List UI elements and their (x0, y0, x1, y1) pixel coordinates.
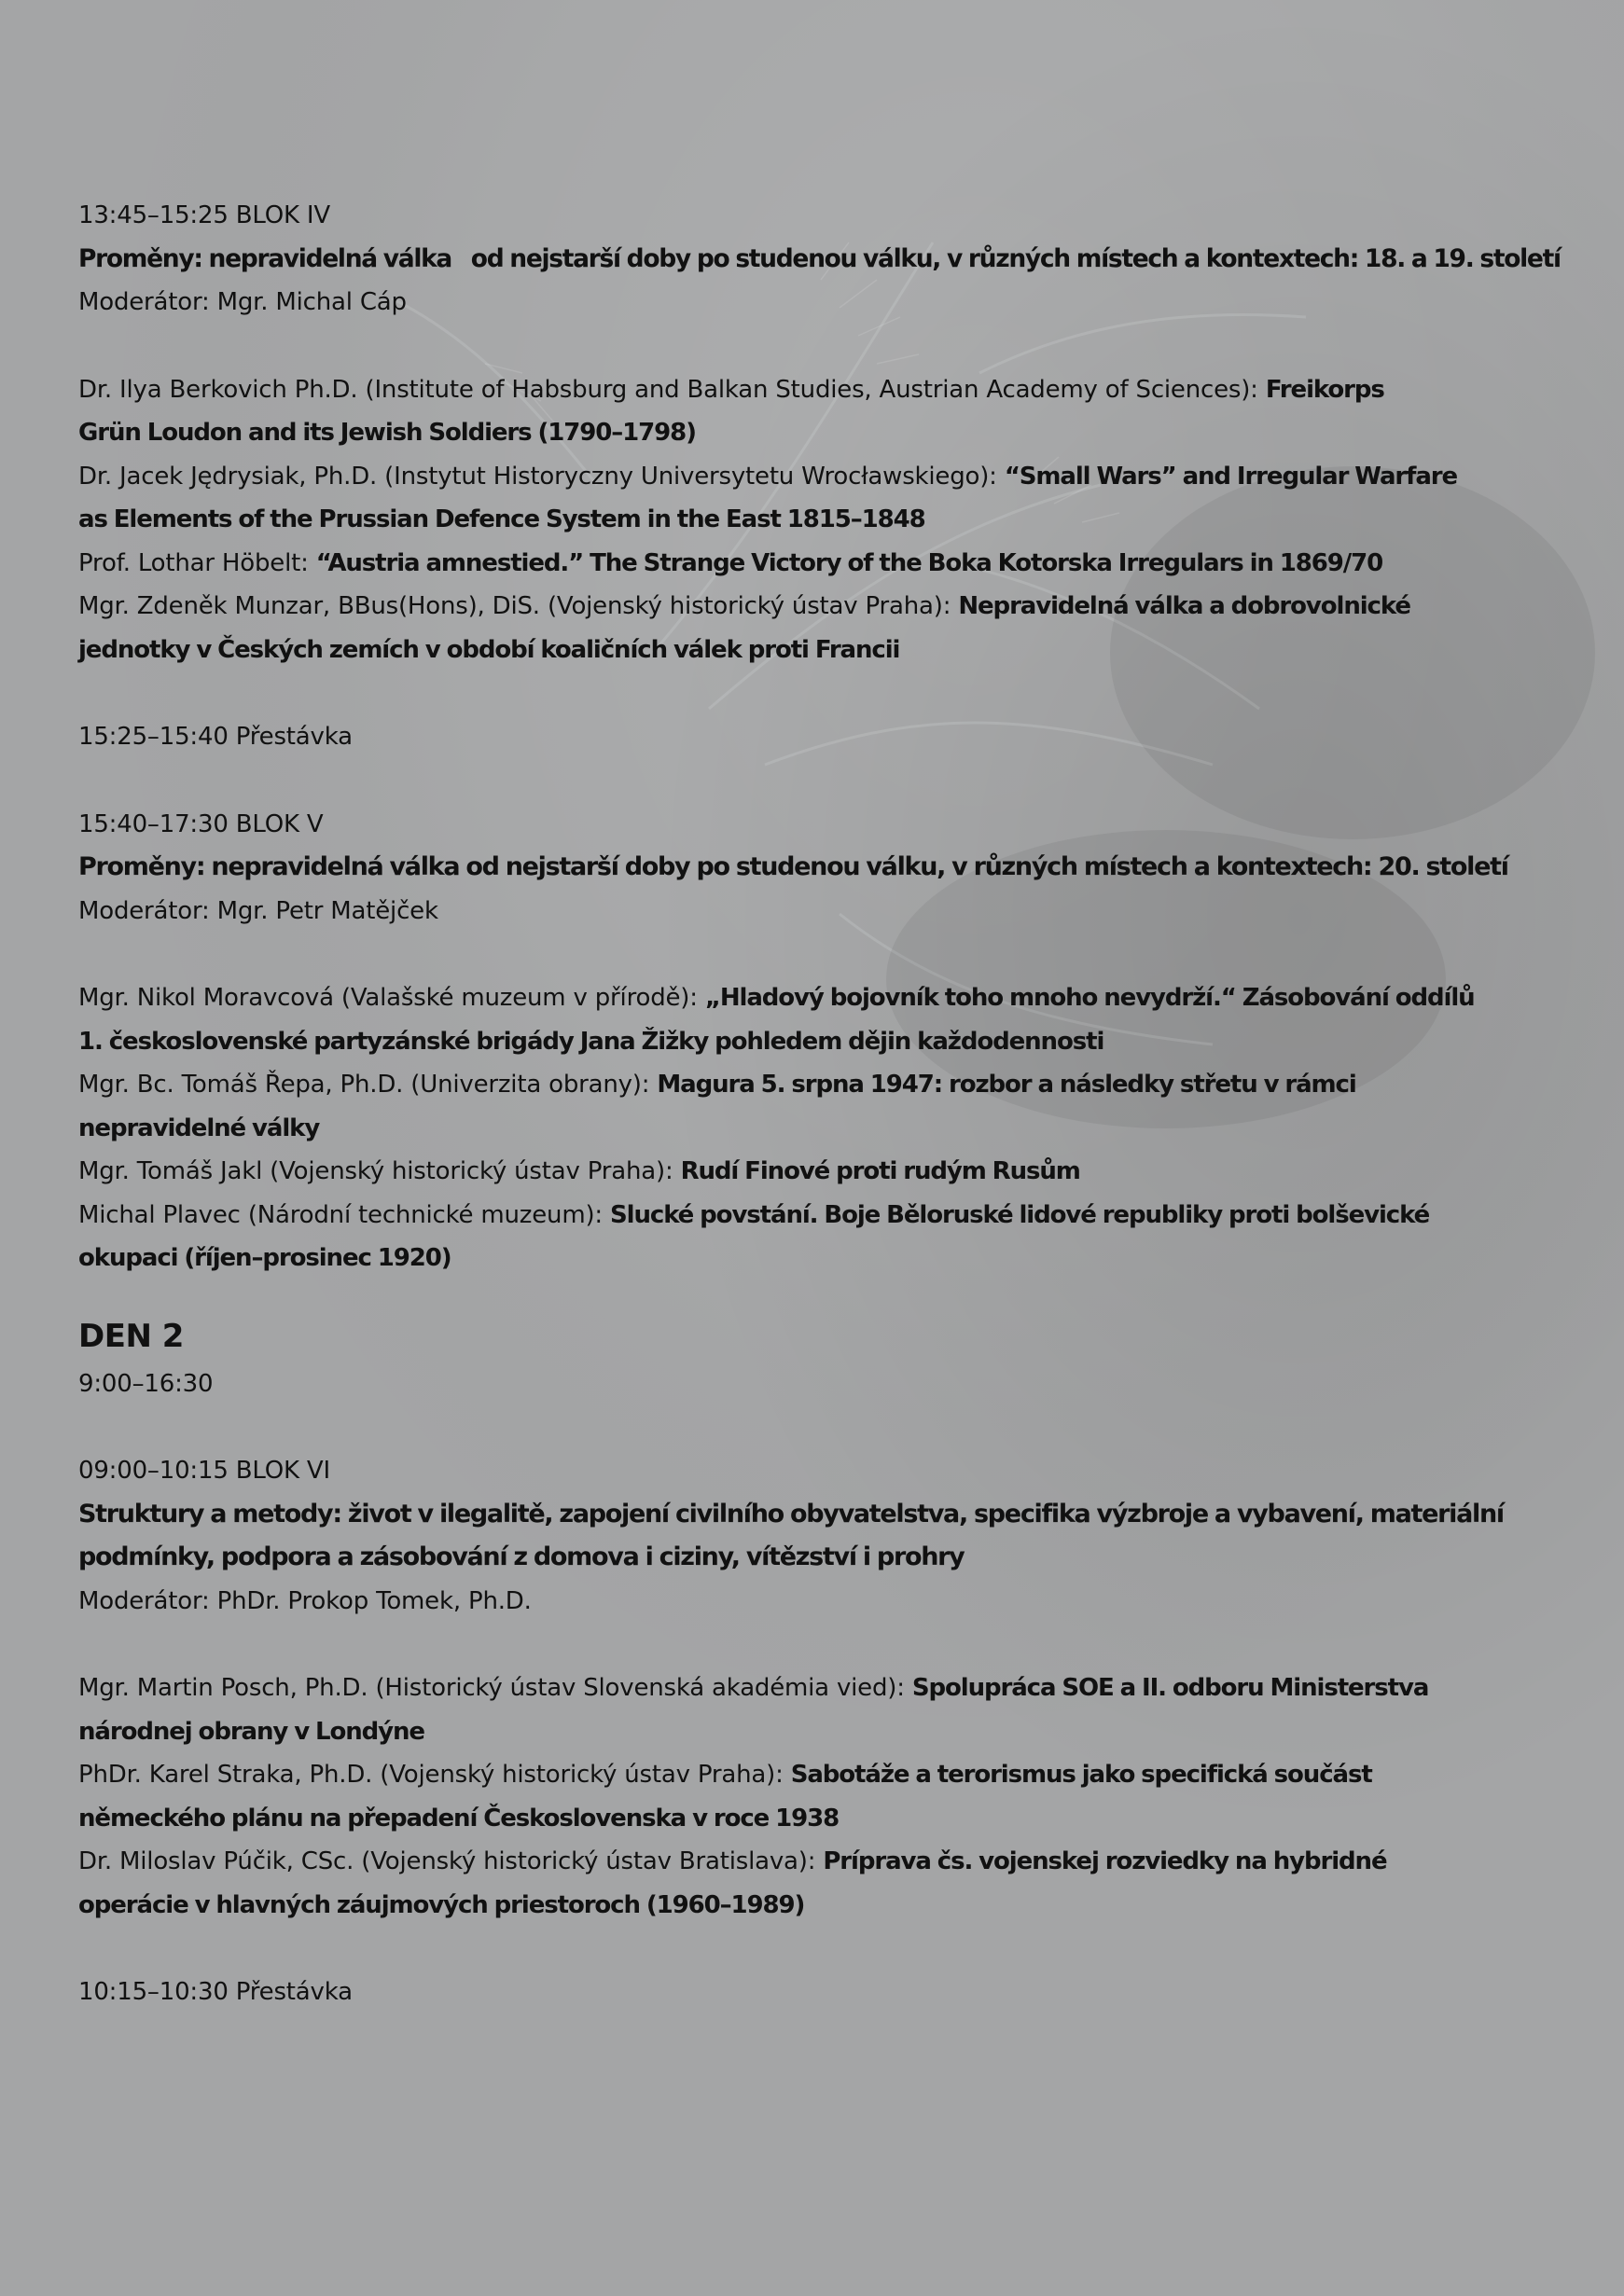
block-4-moderator: Moderátor: Mgr. Michal Cáp (78, 288, 407, 316)
day-hours: 9:00–16:30 (78, 1369, 214, 1398)
talk-item (78, 1667, 1571, 1710)
block-5-time: 15:40–17:30 BLOK V (78, 809, 324, 838)
talk-item (78, 976, 1571, 1020)
talk-item (78, 368, 1571, 412)
talk-speaker: Prof. Lothar Höbelt: (78, 548, 316, 577)
talk-title-continued: as Elements of the Prussian Defence System in the East 1815–1848 (78, 505, 925, 533)
talk-speaker: Mgr. Zdeněk Munzar, BBus(Hons), DiS. (Vojenský historický ústav Praha): (78, 592, 959, 620)
talk-speaker: Mgr. Bc. Tomáš Řepa, Ph.D. (Univerzita obrany): (78, 1071, 658, 1099)
talk-speaker: Dr. Jacek Jędrysiak, Ph.D. (Instytut Historyczny Universytetu Wrocławskiego): (78, 462, 1005, 491)
talk-speaker: Dr. Miloslav Púčik, CSc. (Vojenský historický ústav Bratislava): (78, 1847, 824, 1875)
talk-title-continued: národnej obrany v Londýne (78, 1717, 424, 1746)
talk-title: Magura 5. srpna 1947: rozbor a následky střetu v rámci (657, 1071, 1356, 1099)
talk-item (78, 1194, 1571, 1238)
talk-item (78, 1150, 1571, 1194)
talk-title-continued: operácie v hlavných záujmových priestoroch (1960–1989) (78, 1890, 805, 1919)
talk-title: “Small Wars” and Irregular Warfare (1004, 462, 1458, 491)
day-heading: DEN 2 (78, 1317, 184, 1355)
talk-title: Freikorps (1265, 375, 1384, 404)
block-4-time: 13:45–15:25 BLOK IV (78, 201, 330, 229)
talk-speaker: Mgr. Nikol Moravcová (Valašské muzeum v přírodě): (78, 984, 705, 1012)
talk-title-continued: Grün Loudon and its Jewish Soldiers (1790–1798) (78, 419, 696, 447)
block-6-moderator: Moderátor: PhDr. Prokop Tomek, Ph.D. (78, 1586, 532, 1615)
block-5-title: Proměny: nepravidelná válka od nejstarší doby po studenou válku, v různých místech a kontextech: 20. století (78, 852, 1508, 881)
talk-speaker: Dr. Ilya Berkovich Ph.D. (Institute of Habsburg and Balkan Studies, Austrian Academy of Sciences): (78, 375, 1266, 404)
talk-title: Slucké povstání. Boje Běloruské lidové republiky proti bolševické (610, 1200, 1430, 1229)
block-6-time: 09:00–10:15 BLOK VI (78, 1457, 330, 1485)
talk-title: Sabotáže a terorismus jako specifická součást (790, 1761, 1372, 1789)
block-6-title-continued: podmínky, podpora a zásobování z domova i ciziny, vítězství i prohry (78, 1542, 965, 1571)
talk-speaker: Mgr. Martin Posch, Ph.D. (Historický ústav Slovenská akadémia vied): (78, 1674, 912, 1702)
talk-title: Rudí Finové proti rudým Rusům (680, 1157, 1080, 1185)
block-6-title: Struktury a metody: život v ilegalitě, zapojení civilního obyvatelstva, specifika výzbroje a vybavení, materiální (78, 1499, 1504, 1528)
talk-speaker: Mgr. Tomáš Jakl (Vojenský historický ústav Praha): (78, 1157, 681, 1185)
talk-item (78, 455, 1571, 499)
talk-title-continued: jednotky v Českých zemích v období koaličních válek proti Francii (78, 635, 900, 664)
talk-title-continued: 1. československé partyzánské brigády Jana Žižky pohledem dějin každodennosti (78, 1027, 1104, 1056)
talk-title: „Hladový bojovník toho mnoho nevydrží.“ Zásobování oddílů (704, 984, 1475, 1012)
break-item: 15:25–15:40 Přestávka (78, 723, 353, 751)
talk-item (78, 585, 1571, 629)
talk-title-continued: okupaci (říjen–prosinec 1920) (78, 1244, 451, 1272)
talk-title: Spolupráca SOE a II. odboru Ministerstva (911, 1674, 1429, 1702)
block-4-title: Proměny: nepravidelná válka od nejstarší doby po studenou válku, v různých místech a kontextech: 18. a 19. století (78, 243, 1561, 273)
talk-speaker: Michal Plavec (Národní technické muzeum): (78, 1200, 611, 1229)
program-content (78, 194, 1571, 2014)
talk-title: Príprava čs. vojenskej rozviedky na hybridné (823, 1847, 1387, 1875)
talk-item (78, 1753, 1571, 1797)
talk-item (78, 1063, 1571, 1107)
block-5-moderator: Moderátor: Mgr. Petr Matějček (78, 896, 438, 925)
talk-item (78, 542, 1571, 586)
break-item: 10:15–10:30 Přestávka (78, 1978, 353, 2006)
talk-title: Nepravidelná válka a dobrovolnické (958, 592, 1410, 620)
talk-item (78, 1840, 1571, 1884)
talk-title: “Austria amnestied.” The Strange Victory of the Boka Kotorska Irregulars in 1869/70 (315, 548, 1383, 577)
talk-title-continued: nepravidelné války (78, 1113, 320, 1142)
talk-speaker: PhDr. Karel Straka, Ph.D. (Vojenský historický ústav Praha): (78, 1761, 791, 1789)
talk-title-continued: německého plánu na přepadení Československa v roce 1938 (78, 1804, 840, 1833)
